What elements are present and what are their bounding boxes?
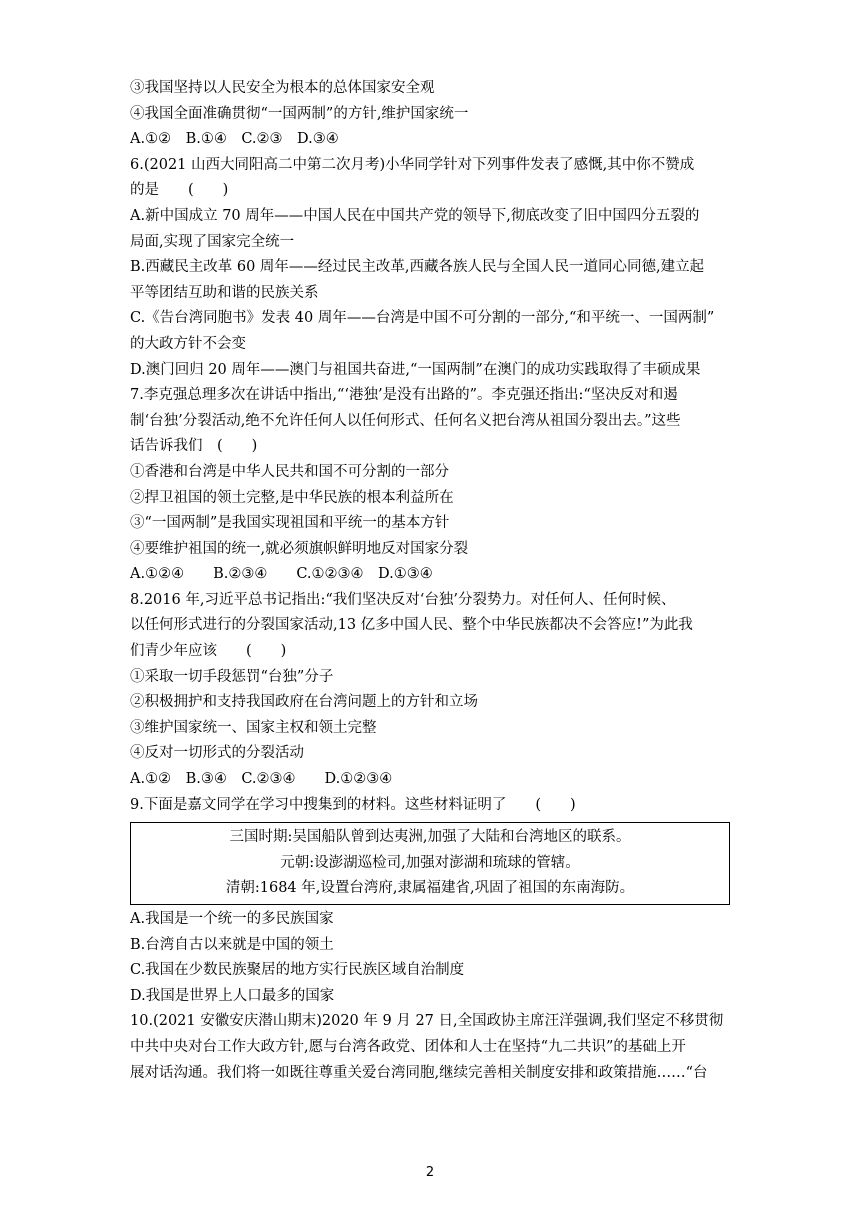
- q9-material-line-2: 元朝:设澎湖巡检司,加强对澎湖和琉球的管辖。: [280, 854, 580, 871]
- q9-choice-a: A.我国是一个统一的多民族国家: [130, 911, 334, 927]
- q9-material-box: [130, 822, 730, 905]
- q5-option-3: ③我国坚持以人民安全为根本的总体国家安全观: [130, 80, 435, 96]
- q7-choices: A.①②④ B.②③④ C.①②③④ D.①③④: [130, 566, 433, 583]
- q6-stem-line-1: 6.(2021 山西大同阳高二中第二次月考)小华同学针对下列事件发表了感慨,其中你不赞成: [130, 156, 695, 173]
- q8-option-4: ④反对一切形式的分裂活动: [130, 745, 304, 762]
- q9-material-line-1: 三国时期:吴国船队曾到达夷洲,加强了大陆和台湾地区的联系。: [229, 829, 631, 846]
- q8-stem-line-2: 以任何形式进行的分裂国家活动,13 亿多中国人民、整个中华民族都决不会答应!”为此我: [130, 617, 693, 634]
- q7-option-4: ④要维护祖国的统一,就必须旗帜鲜明地反对国家分裂: [130, 540, 469, 557]
- q7-option-2: ②捍卫祖国的领土完整,是中华民族的根本利益所在: [130, 489, 454, 506]
- q9-stem: 9.下面是嘉文同学在学习中搜集到的材料。这些材料证明了 ( ): [130, 796, 576, 813]
- q8-stem-line-3: 们青少年应该 ( ): [130, 643, 287, 660]
- page-number: 2: [425, 1165, 435, 1180]
- q8-choices: A.①② B.③④ C.②③④ D.①②③④: [130, 771, 393, 788]
- q7-stem-line-1: 7.李克强总理多次在讲话中指出,“‘港独’是没有出路的”。李克强还指出:“坚决反对和遏: [130, 387, 678, 404]
- q7-option-1: ①香港和台湾是中华人民共和国不可分割的一部分: [130, 463, 449, 480]
- q5-option-4: ④我国全面准确贯彻“一国两制”的方针,维护国家统一: [130, 105, 469, 122]
- q8-option-1: ①采取一切手段惩罚“台独”分子: [130, 668, 334, 685]
- q7-stem-line-2: 制‘台独’分裂活动,绝不允许任何人以任何形式、任何名义把台湾从祖国分裂出去。”这些: [130, 412, 681, 429]
- q8-stem-line-1: 8.2016 年,习近平总书记指出:“我们坚决反对‘台独’分裂势力。对任何人、任何时候、: [130, 591, 676, 608]
- q6-choice-b-line-1: B.西藏民主改革 60 周年——经过民主改革,西藏各族人民与全国人民一道同心同德,建立起: [130, 259, 705, 276]
- q6-choice-c-line-1: C.《告台湾同胞书》发表 40 周年——台湾是中国不可分割的一部分,“和平统一、一国两制”: [130, 310, 715, 327]
- q7-stem-line-3: 话告诉我们 ( ): [130, 438, 258, 455]
- q6-choice-c-line-2: 的大政方针不会变: [130, 335, 246, 352]
- q10-stem-line-3: 展对话沟通。我们将一如既往尊重关爱台湾同胞,继续完善相关制度安排和政策措施……“台: [130, 1064, 708, 1081]
- q9-material-line-3: 清朝:1684 年,设置台湾府,隶属福建省,巩固了祖国的东南海防。: [225, 880, 635, 897]
- q8-option-2: ②积极拥护和支持我国政府在台湾问题上的方针和立场: [130, 694, 478, 711]
- q6-choice-a-line-1: A.新中国成立 70 周年——中国人民在中国共产党的领导下,彻底改变了旧中国四分五裂的: [130, 207, 700, 224]
- q9-choice-b: B.台湾自古以来就是中国的领土: [130, 936, 334, 953]
- q9-choice-c: C.我国在少数民族聚居的地方实行民族区域自治制度: [130, 962, 465, 979]
- q6-choice-d: D.澳门回归 20 周年——澳门与祖国共奋进,“一国两制”在澳门的成功实践取得了丰硕成果: [130, 361, 701, 378]
- q10-stem-line-1: 10.(2021 安徽安庆潜山期末)2020 年 9 月 27 日,全国政协主席汪洋强调,我们坚定不移贯彻: [130, 1013, 724, 1030]
- q6-stem-line-2: 的是 ( ): [130, 182, 229, 199]
- q5-choices: A.①② B.①④ C.②③ D.③④: [130, 131, 339, 148]
- q6-choice-b-line-2: 平等团结互助和谐的民族关系: [130, 284, 319, 301]
- q6-choice-a-line-2: 局面,实现了国家完全统一: [130, 233, 295, 250]
- q7-option-3: ③“一国两制”是我国实现祖国和平统一的基本方针: [130, 515, 450, 532]
- q9-choice-d: D.我国是世界上人口最多的国家: [130, 987, 335, 1004]
- q8-option-3: ③维护国家统一、国家主权和领土完整: [130, 719, 377, 736]
- document-body: [130, 76, 730, 1086]
- q10-stem-line-2: 中共中央对台工作大政方针,愿与台湾各政党、团体和人士在坚持“九二共识”的基础上开: [130, 1038, 686, 1055]
